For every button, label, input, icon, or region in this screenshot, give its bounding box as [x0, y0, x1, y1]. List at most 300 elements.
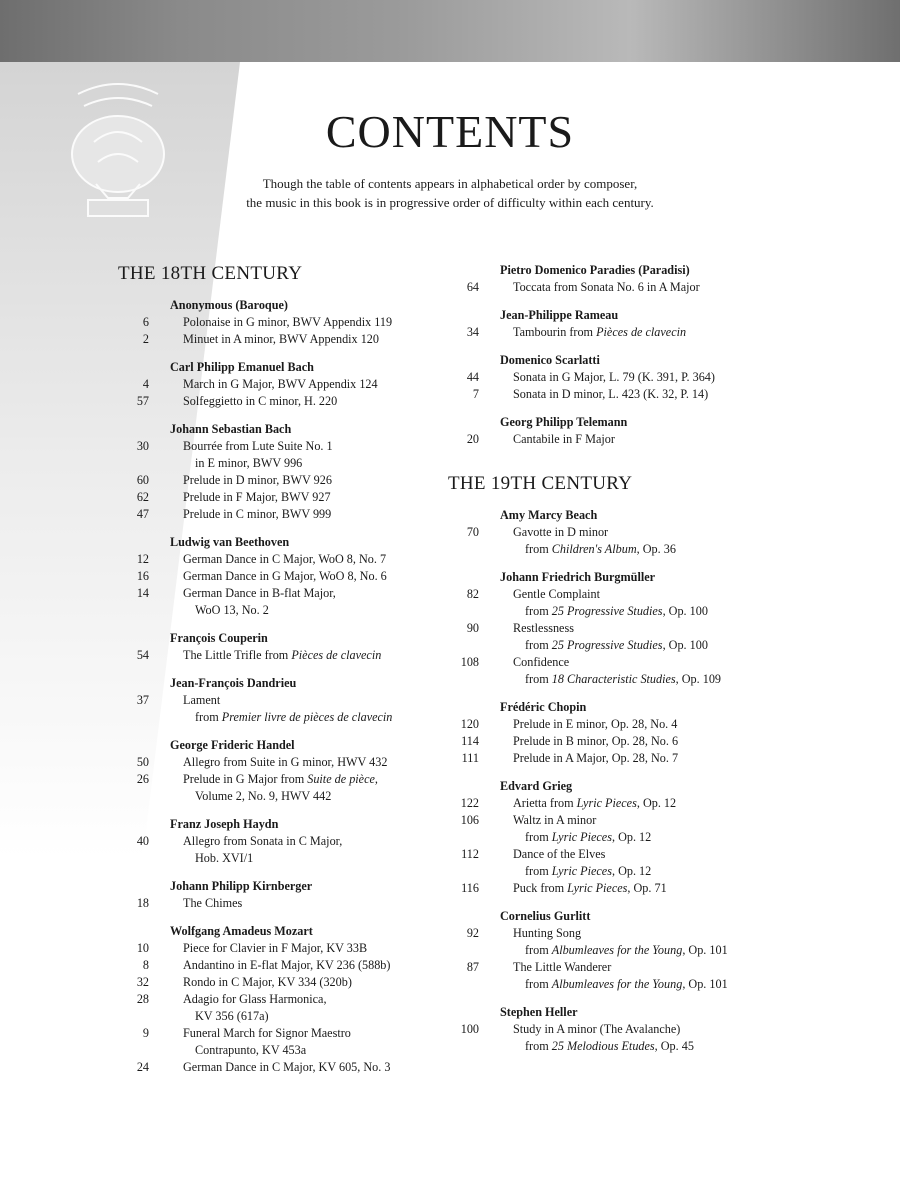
- entry-title: [479, 431, 615, 448]
- toc-entry: [118, 314, 448, 331]
- entry-title: [479, 369, 715, 386]
- page-number: 70: [466, 525, 479, 539]
- toc-entry: [118, 393, 448, 410]
- entry-title-part: German Dance in C Major, WoO 8, No. 7: [183, 552, 387, 566]
- composer-name: Wolfgang Amadeus Mozart: [170, 924, 313, 938]
- composer-name: George Frideric Handel: [170, 738, 295, 752]
- title-line: [183, 568, 387, 585]
- page-number: 92: [466, 926, 479, 940]
- entry-title-part: March in G Major, BWV Appendix 124: [183, 377, 378, 391]
- entry-title: [479, 586, 708, 620]
- entry-title: [479, 795, 676, 812]
- title-line: [513, 1021, 694, 1038]
- page-number: 37: [136, 693, 149, 707]
- entry-title-part: Confidence: [513, 655, 570, 669]
- composer-name: François Couperin: [170, 631, 268, 645]
- title-line: [513, 324, 686, 341]
- entry-title-part: from: [525, 672, 549, 686]
- entry-title-part: Albumleaves for the Young: [551, 977, 683, 991]
- entry-title-part: German Dance in G Major, WoO 8, No. 6: [183, 569, 387, 583]
- page-number: 122: [460, 796, 479, 810]
- composer-name: Pietro Domenico Paradies (Paradisi): [500, 263, 690, 277]
- entry-title-part: from: [525, 943, 549, 957]
- entry-title-part: Gentle Complaint: [513, 587, 600, 601]
- title-line: [513, 925, 728, 942]
- composer-name: Edvard Grieg: [500, 779, 573, 793]
- toc-entry: [118, 1025, 448, 1059]
- toc-entry: [448, 959, 778, 993]
- composer-group: [118, 878, 448, 912]
- entry-title: [479, 620, 708, 654]
- entry-title-part: , Op. 100: [662, 638, 708, 652]
- entry-title-part: Lament: [183, 693, 221, 707]
- entry-title-part: Tambourin from: [513, 325, 594, 339]
- composer-group: [118, 630, 448, 664]
- entry-title: [479, 716, 677, 733]
- entry-title-part: KV 356 (617a): [195, 1009, 269, 1023]
- page-number: 64: [466, 280, 479, 294]
- composer-group: [448, 507, 778, 558]
- composer-name: Cornelius Gurlitt: [500, 909, 591, 923]
- composer-group: [448, 1004, 778, 1055]
- toc-entry: [448, 586, 778, 620]
- entry-title: [149, 1059, 390, 1076]
- toc-entry: [448, 1021, 778, 1055]
- page-number: 90: [466, 621, 479, 635]
- entry-title-part: The Chimes: [183, 896, 243, 910]
- entry-title-part: Lyric Pieces: [576, 796, 637, 810]
- page-number: 32: [136, 975, 149, 989]
- composer-name: Jean-Philippe Rameau: [500, 308, 619, 322]
- title-line: [513, 369, 715, 386]
- entry-title: [479, 812, 651, 846]
- century-heading: THE 18TH CENTURY: [118, 263, 303, 284]
- page-number: 30: [136, 439, 149, 453]
- entry-title-part: from: [525, 542, 549, 556]
- entry-title-part: Allegro from Sonata in C Major,: [183, 834, 343, 848]
- title-line: [183, 331, 379, 348]
- entry-title-part: Minuet in A minor, BWV Appendix 120: [183, 332, 379, 346]
- page-number: 82: [466, 587, 479, 601]
- title-line: [513, 863, 651, 880]
- page-number: 87: [466, 960, 479, 974]
- title-line: [513, 733, 678, 750]
- title-line: [183, 1059, 390, 1076]
- toc-entry: [118, 551, 448, 568]
- toc-entry: [118, 771, 448, 805]
- entry-title: [479, 733, 678, 750]
- toc-entry: [448, 733, 778, 750]
- entry-title-part: Lyric Pieces: [551, 830, 612, 844]
- composer-name: Amy Marcy Beach: [500, 508, 598, 522]
- entry-title-part: from: [525, 1039, 549, 1053]
- composer-group: [118, 359, 448, 410]
- title-line: [513, 750, 678, 767]
- composer-name: Anonymous (Baroque): [170, 298, 288, 312]
- toc-entry: [448, 880, 778, 897]
- title-line: [183, 754, 387, 771]
- composer-group: [118, 297, 448, 348]
- title-line: [513, 959, 728, 976]
- composer-group: [118, 534, 448, 619]
- entry-title-part: Arietta from: [513, 796, 574, 810]
- toc-entry: [118, 506, 448, 523]
- page-number: 34: [466, 325, 479, 339]
- composer-group: [118, 737, 448, 805]
- toc-entry: [448, 279, 778, 296]
- title-line: [183, 472, 332, 489]
- composer-name: Jean-François Dandrieu: [170, 676, 297, 690]
- intro-text: [0, 174, 900, 212]
- entry-title-part: Hunting Song: [513, 926, 582, 940]
- page-number: 6: [142, 315, 149, 329]
- composer-name: Johann Friedrich Burgmüller: [500, 570, 656, 584]
- title-line: [183, 957, 390, 974]
- entry-title-part: , Op. 36: [636, 542, 676, 556]
- title-line: [183, 314, 392, 331]
- title-line: [183, 455, 333, 472]
- title-line: [513, 431, 615, 448]
- century-heading: THE 19TH CENTURY: [448, 473, 633, 494]
- page-number: 47: [136, 507, 149, 521]
- entry-title-part: Sonata in D minor, L. 423 (K. 32, P. 14): [513, 387, 709, 401]
- entry-title: [149, 506, 331, 523]
- page-number: 108: [460, 655, 479, 669]
- entry-title-part: Lyric Pieces: [551, 864, 612, 878]
- composer-group: [448, 778, 778, 897]
- page-number: 62: [136, 490, 149, 504]
- composer-name: Domenico Scarlatti: [500, 353, 600, 367]
- title-line: [183, 692, 392, 709]
- title-line: [183, 895, 242, 912]
- entry-title-part: Prelude in D minor, BWV 926: [183, 473, 332, 487]
- title-line: [513, 386, 708, 403]
- entry-title: [149, 895, 242, 912]
- composer-group: [448, 569, 778, 688]
- entry-title-part: from: [525, 864, 549, 878]
- composer-group: [118, 923, 448, 1076]
- entry-title-part: , Op. 12: [636, 796, 677, 810]
- page-number: 2: [142, 332, 149, 346]
- title-line: [513, 637, 708, 654]
- title-line: [513, 279, 700, 296]
- title-line: [513, 829, 651, 846]
- top-gradient-band: [0, 0, 900, 62]
- entry-title-part: Contrapunto, KV 453a: [195, 1043, 307, 1057]
- entry-title-part: Bourrée from Lute Suite No. 1: [183, 439, 333, 453]
- entry-title-part: from: [525, 604, 549, 618]
- entry-title-part: German Dance in C Major, KV 605, No. 3: [183, 1060, 391, 1074]
- entry-title-part: WoO 13, No. 2: [195, 603, 269, 617]
- intro-line: Though the table of contents appears in alphabetical order by composer,: [262, 176, 638, 191]
- page-number: 10: [136, 941, 149, 955]
- entry-title: [479, 750, 678, 767]
- entry-title-part: Polonaise in G minor, BWV Appendix 119: [183, 315, 393, 329]
- entry-title: [479, 654, 721, 688]
- entry-title: [149, 472, 332, 489]
- title-line: [183, 788, 378, 805]
- entry-title: [149, 833, 342, 867]
- entry-title-part: The Little Wanderer: [513, 960, 612, 974]
- page-number: 114: [461, 734, 479, 748]
- entry-title-part: in E minor, BWV 996: [195, 456, 303, 470]
- toc-entry: [448, 716, 778, 733]
- page-number: 16: [136, 569, 149, 583]
- title-line: [183, 850, 342, 867]
- left-column: [118, 262, 448, 1076]
- entry-title-part: The Little Trifle from: [183, 648, 289, 662]
- intro-line: the music in this book is in progressive order of difficulty within each century.: [246, 195, 654, 210]
- title-line: [183, 393, 337, 410]
- toc-entry: [118, 754, 448, 771]
- entry-title-part: Waltz in A minor: [513, 813, 597, 827]
- toc-entry: [448, 654, 778, 688]
- composer-group: [448, 307, 778, 341]
- title-line: [183, 551, 386, 568]
- composer-group: [448, 908, 778, 993]
- page-number: 111: [461, 751, 479, 765]
- entry-title-part: , Op. 101: [682, 943, 728, 957]
- toc-entry: [118, 331, 448, 348]
- entry-title-part: Albumleaves for the Young: [551, 943, 683, 957]
- composer-group: [118, 675, 448, 726]
- composer-group: [118, 421, 448, 523]
- title-line: [183, 991, 327, 1008]
- entry-title-part: Allegro from Suite in G minor, HWV 432: [183, 755, 388, 769]
- toc-entry: [448, 925, 778, 959]
- entry-title-part: Piece for Clavier in F Major, KV 33B: [183, 941, 368, 955]
- entry-title: [479, 386, 708, 403]
- entry-title-part: , Op. 101: [682, 977, 728, 991]
- entry-title-part: 25 Melodious Etudes: [551, 1039, 655, 1053]
- title-line: [513, 846, 651, 863]
- page-number: 116: [461, 881, 479, 895]
- title-line: [183, 647, 381, 664]
- entry-title-part: from: [525, 830, 549, 844]
- entry-title: [149, 771, 378, 805]
- entry-title-part: , Op. 109: [675, 672, 722, 686]
- title-line: [183, 709, 392, 726]
- title-line: [183, 771, 378, 788]
- page-number: 106: [460, 813, 479, 827]
- composer-group: [448, 414, 778, 448]
- composer-group: [448, 352, 778, 403]
- entry-title-part: from: [525, 638, 549, 652]
- toc-entry: [448, 369, 778, 386]
- entry-title: [149, 551, 386, 568]
- page-number: 100: [460, 1022, 479, 1036]
- entry-title-part: Study in A minor (The Avalanche): [513, 1022, 681, 1036]
- entry-title-part: Prelude in E minor, Op. 28, No. 4: [513, 717, 678, 731]
- entry-title: [479, 1021, 694, 1055]
- entry-title-part: , Op. 12: [611, 830, 652, 844]
- entry-title: [149, 940, 367, 957]
- entry-title-part: Pièces de clavecin: [596, 325, 687, 339]
- toc-entry: [118, 1059, 448, 1076]
- title-line: [183, 974, 352, 991]
- title-line: [513, 620, 708, 637]
- title-line: [513, 716, 677, 733]
- page-number: 18: [136, 896, 149, 910]
- title-line: [513, 976, 728, 993]
- entry-title: [149, 438, 333, 472]
- title-line: [513, 942, 728, 959]
- entry-title-part: Puck from: [513, 881, 565, 895]
- composer-group: [448, 262, 778, 296]
- toc-entry: [118, 957, 448, 974]
- toc-entry: [118, 895, 448, 912]
- toc-entry: [118, 568, 448, 585]
- title-line: [513, 812, 651, 829]
- page-number: 24: [136, 1060, 149, 1074]
- page-number: 8: [142, 958, 149, 972]
- composer-name: Georg Philipp Telemann: [500, 415, 628, 429]
- entry-title-part: , Op. 12: [611, 864, 652, 878]
- entry-title-part: Children's Album: [551, 542, 637, 556]
- entry-title-part: Funeral March for Signor Maestro: [183, 1026, 351, 1040]
- toc-entry: [118, 647, 448, 664]
- composer-name: Johann Philipp Kirnberger: [170, 879, 313, 893]
- title-line: [183, 833, 342, 850]
- title-line: [183, 585, 336, 602]
- composer-group: [448, 699, 778, 767]
- toc-entry: [448, 431, 778, 448]
- title-line: [183, 438, 333, 455]
- toc-entry: [118, 940, 448, 957]
- title-line: [513, 524, 676, 541]
- page-number: 60: [136, 473, 149, 487]
- entry-title: [479, 279, 700, 296]
- entry-title-part: Lyric Pieces: [567, 881, 628, 895]
- toc-entry: [118, 472, 448, 489]
- toc-entry: [118, 974, 448, 991]
- entry-title-part: Sonata in G Major, L. 79 (K. 391, P. 364): [513, 370, 715, 384]
- toc-entry: [448, 812, 778, 846]
- entry-title: [149, 568, 387, 585]
- page-number: 9: [142, 1026, 149, 1040]
- entry-title: [149, 376, 378, 393]
- entry-title-part: Prelude in C minor, BWV 999: [183, 507, 332, 521]
- page-number: 50: [136, 755, 149, 769]
- title-line: [183, 1025, 351, 1042]
- entry-title-part: Volume 2, No. 9, HWV 442: [195, 789, 332, 803]
- toc-entry: [448, 324, 778, 341]
- page-number: 120: [460, 717, 479, 731]
- toc-entry: [118, 489, 448, 506]
- title-line: [513, 1038, 694, 1055]
- title-line: [183, 602, 336, 619]
- title-line: [183, 940, 367, 957]
- title-line: [513, 795, 676, 812]
- composer-name: Carl Philipp Emanuel Bach: [170, 360, 314, 374]
- page-number: 57: [136, 394, 149, 408]
- toc-entry: [118, 833, 448, 867]
- page-number: 54: [136, 648, 149, 662]
- entry-title-part: Restlessness: [513, 621, 574, 635]
- entry-title-part: , Op. 71: [627, 881, 667, 895]
- entry-title: [149, 692, 392, 726]
- page-number: 112: [461, 847, 479, 861]
- entry-title-part: 18 Characteristic Studies: [551, 672, 676, 686]
- entry-title-part: German Dance in B-flat Major,: [183, 586, 336, 600]
- page-number: 40: [136, 834, 149, 848]
- title-line: [513, 654, 721, 671]
- entry-title: [479, 880, 667, 897]
- toc-entry: [118, 692, 448, 726]
- toc-entry: [448, 795, 778, 812]
- composer-group: [118, 816, 448, 867]
- entry-title-part: Toccata from Sonata No. 6 in A Major: [513, 280, 700, 294]
- entry-title: [149, 957, 390, 974]
- entry-title-part: Prelude in B minor, Op. 28, No. 6: [513, 734, 679, 748]
- entry-title-part: , Op. 100: [662, 604, 708, 618]
- entry-title-part: Gavotte in D minor: [513, 525, 609, 539]
- entry-title-part: Dance of the Elves: [513, 847, 606, 861]
- entry-title-part: Prelude in G Major from: [183, 772, 305, 786]
- toc-entry: [448, 750, 778, 767]
- page-number: 14: [136, 586, 149, 600]
- title-line: [513, 603, 708, 620]
- entry-title: [149, 314, 392, 331]
- title-line: [513, 880, 667, 897]
- entry-title: [479, 846, 651, 880]
- entry-title: [149, 331, 379, 348]
- entry-title: [479, 925, 728, 959]
- toc-entry: [118, 438, 448, 472]
- entry-title: [149, 1025, 351, 1059]
- page-number: 44: [466, 370, 479, 384]
- toc-entry: [448, 846, 778, 880]
- entry-title-part: Pièces de clavecin: [291, 648, 382, 662]
- entry-title: [479, 324, 686, 341]
- page-number: 20: [466, 432, 479, 446]
- entry-title-part: Prelude in F Major, BWV 927: [183, 490, 331, 504]
- entry-title: [479, 524, 676, 558]
- entry-title-part: Cantabile in F Major: [513, 432, 615, 446]
- entry-title-part: Suite de pièce,: [307, 772, 378, 786]
- title-line: [513, 671, 721, 688]
- composer-name: Franz Joseph Haydn: [170, 817, 279, 831]
- toc-entry: [118, 991, 448, 1025]
- entry-title-part: Solfeggietto in C minor, H. 220: [183, 394, 338, 408]
- entry-title: [479, 959, 728, 993]
- title-line: [513, 586, 708, 603]
- title-line: [183, 1008, 327, 1025]
- entry-title-part: Andantino in E-flat Major, KV 236 (588b): [183, 958, 391, 972]
- title-line: [513, 541, 676, 558]
- entry-title-part: , Op. 45: [654, 1039, 694, 1053]
- page-title: CONTENTS: [325, 106, 575, 157]
- composer-name: Frédéric Chopin: [500, 700, 587, 714]
- title-line: [183, 1042, 351, 1059]
- toc-entry: [118, 376, 448, 393]
- title-line: [183, 489, 331, 506]
- entry-title-part: Rondo in C Major, KV 334 (320b): [183, 975, 352, 989]
- page-number: 12: [136, 552, 149, 566]
- title-line: [183, 376, 378, 393]
- entry-title-part: 25 Progressive Studies: [551, 638, 663, 652]
- entry-title: [149, 991, 327, 1025]
- composer-name: Johann Sebastian Bach: [170, 422, 292, 436]
- composer-name: Ludwig van Beethoven: [170, 535, 290, 549]
- entry-title: [149, 585, 336, 619]
- page-number: 7: [472, 387, 479, 401]
- entry-title: [149, 393, 337, 410]
- page-number: 28: [136, 992, 149, 1006]
- composer-name: Stephen Heller: [500, 1005, 578, 1019]
- title-line: [183, 506, 331, 523]
- toc-entry: [448, 620, 778, 654]
